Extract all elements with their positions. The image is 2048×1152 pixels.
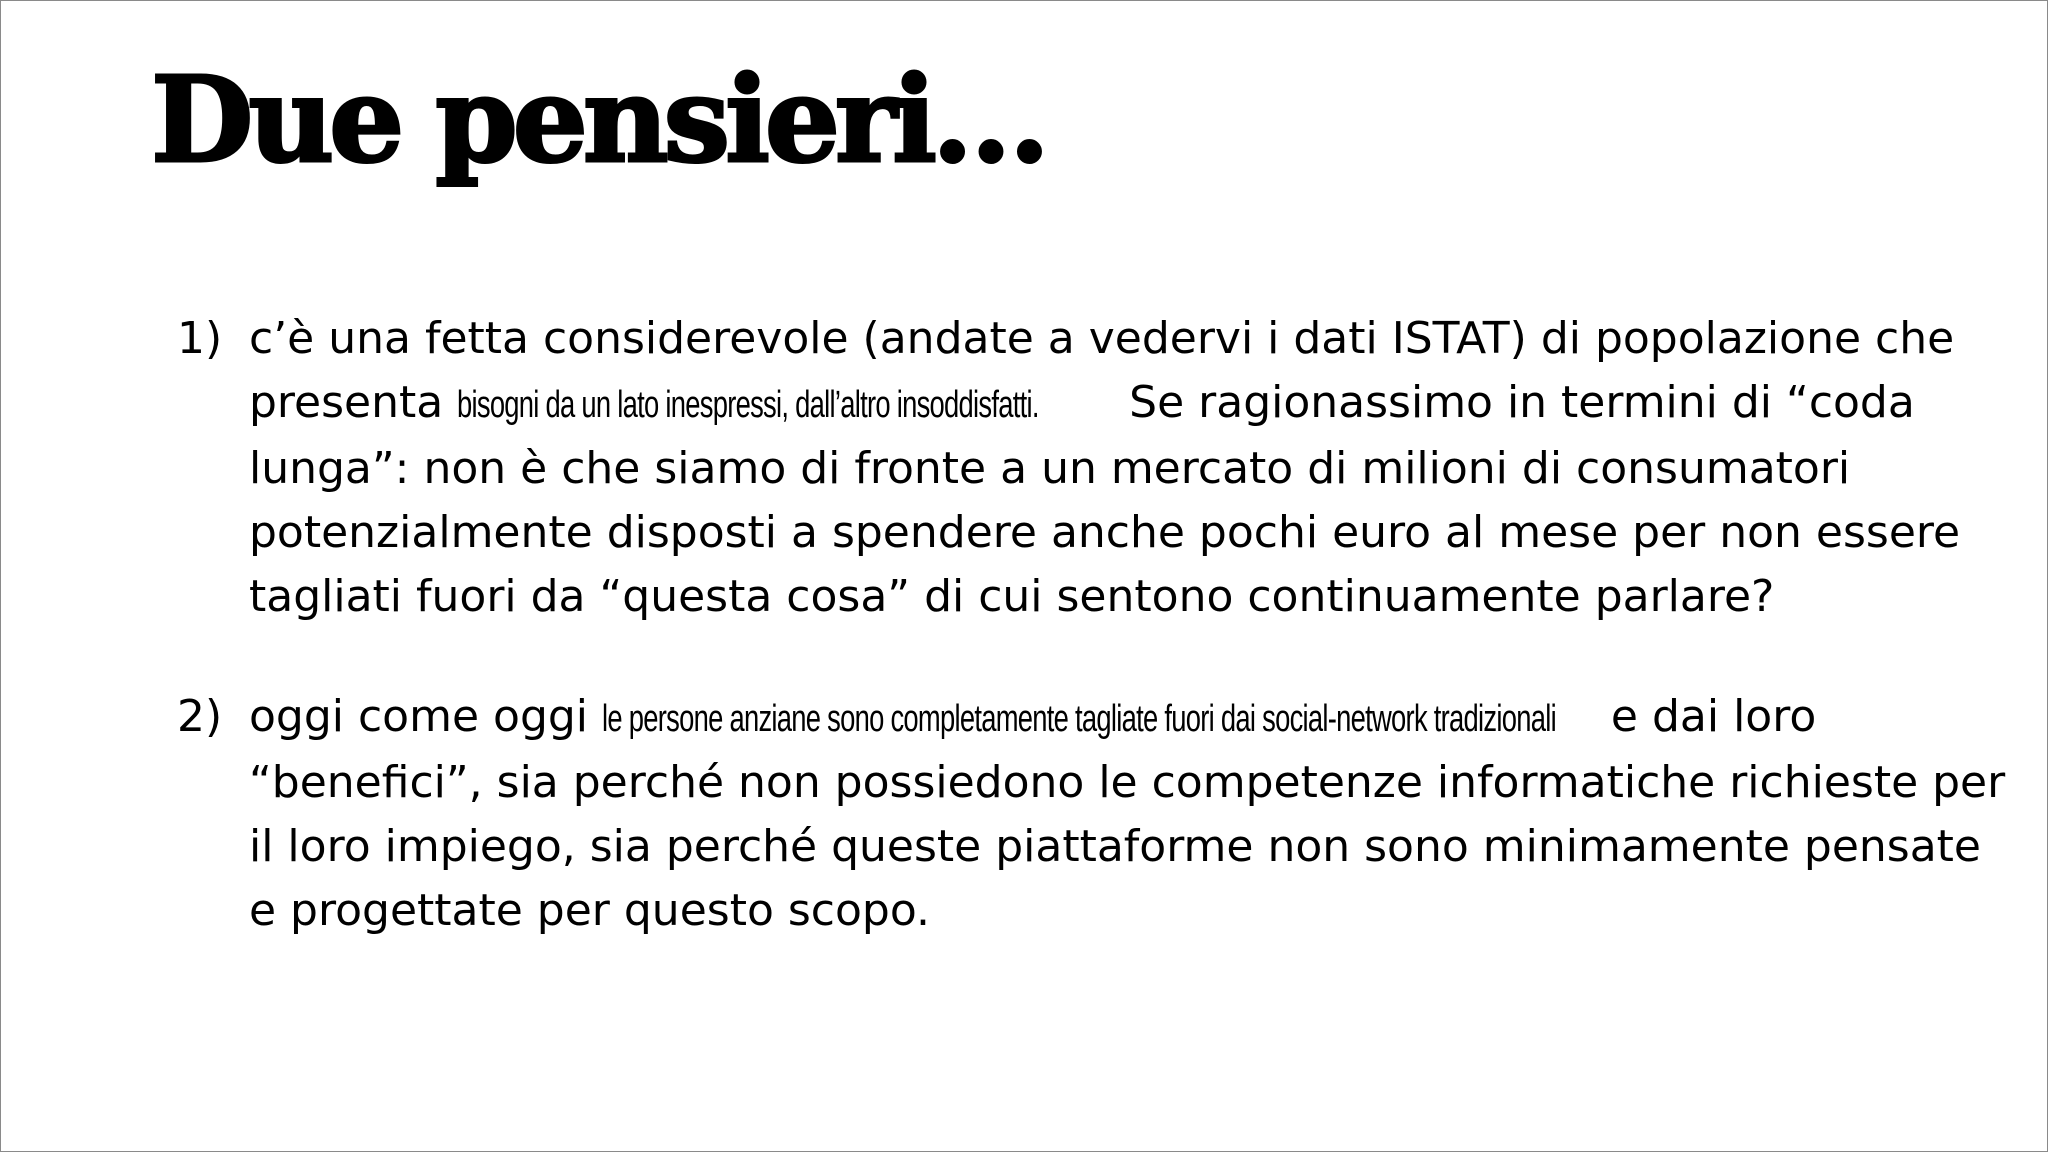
item-text-start: oggi come oggi (249, 691, 603, 742)
list-item-1 (177, 307, 2017, 629)
item-number: 2) (177, 691, 223, 742)
item-text-rest: Se ragionassimo in termini di “coda lunga”: non è che siamo di fronte a un mercato di milioni di consumatori potenzialmente disposti a spendere anche pochi euro al mese per non essere tagliati fuori da “questa cosa” di cui sentono continuamente parlare? (249, 377, 1961, 622)
item-text-condensed: bisogni da un lato inespressi, dall’altro insoddisfatti. (457, 384, 1039, 426)
item-text-condensed: le persone anziane sono completamente tagliate fuori dai social-network tradizionali (602, 698, 1556, 740)
slide-title: Due pensieri… (151, 50, 1045, 189)
item-text-rest: e dai loro “benefici”, sia perché non possiedono le competenze informatiche richieste per il loro impiego, sia perché queste piattaforme non sono minimamente pensate e progettate per questo scopo. (249, 691, 2006, 936)
thoughts-list (177, 307, 2017, 943)
item-text-start: c’è una fetta considerevole (andate a vedervi i dati ISTAT) di popolazione che presenta (249, 313, 1955, 428)
list-item-2 (177, 685, 2017, 943)
item-number: 1) (177, 313, 223, 364)
